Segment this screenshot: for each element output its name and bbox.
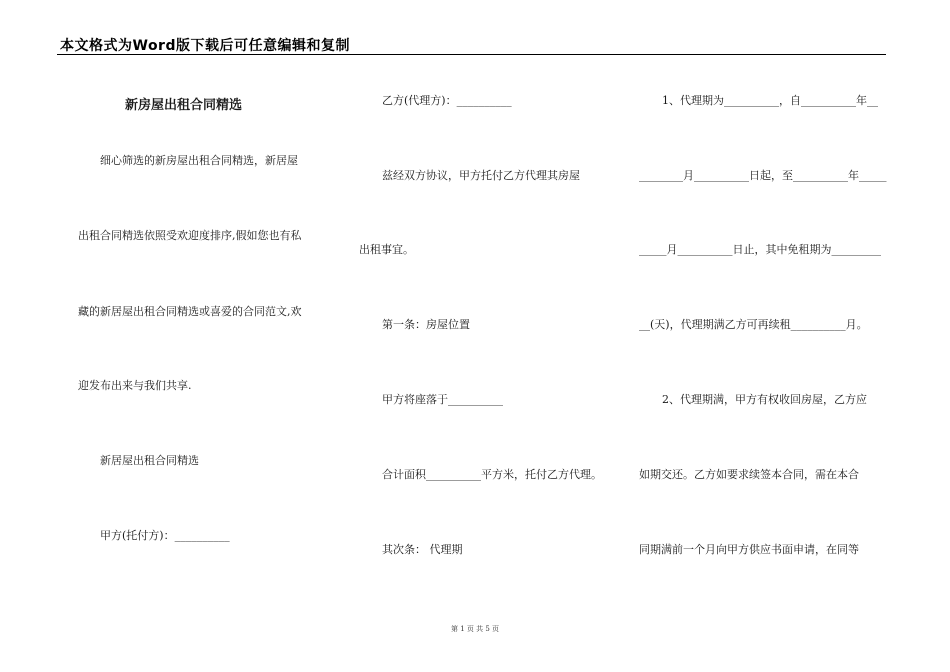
column2-line-2: 兹经双方协议，甲方托付乙方代理其房屋 — [382, 169, 580, 182]
page-column-3 — [630, 0, 890, 620]
page-column-2 — [345, 0, 620, 620]
column2-line-4: 第一条：房屋位置 — [382, 318, 470, 331]
page-number-footer: 第 1 页 共 5 页 — [450, 625, 500, 633]
column1-line-6: 甲方(托付方)：__________ — [100, 529, 230, 542]
column2-line-7: 其次条： 代理期 — [382, 543, 463, 556]
column1-line-2: 出租合同精选依照受欢迎度排序,假如您也有私 — [78, 229, 302, 242]
column2-line-6: 合计面积__________平方米，托付乙方代理。 — [382, 468, 602, 481]
column2-line-3: 出租事宜。 — [359, 243, 414, 256]
document-header-title: 本文格式为Word版下载后可任意编辑和复制 — [60, 38, 350, 54]
column3-line-7: 同期满前一个月向甲方供应书面申请，在同等 — [639, 543, 859, 556]
column3-line-2: ________月__________日起，至__________年_____ — [639, 169, 887, 182]
column2-line-5: 甲方将座落于__________ — [382, 393, 503, 406]
column3-line-3: _____月__________日止，其中免租期为_________ — [639, 243, 881, 256]
column3-line-1: 1、代理期为__________，自__________年__ — [662, 94, 878, 107]
document-heading: 新房屋出租合同精选 — [125, 98, 243, 113]
column3-line-6: 如期交还。乙方如要求续签本合同，需在本合 — [639, 468, 859, 481]
column1-line-5: 新居屋出租合同精选 — [100, 454, 199, 467]
column1-line-1: 细心筛选的新房屋出租合同精选，新居屋 — [100, 154, 298, 167]
column2-line-1: 乙方(代理方)：__________ — [382, 94, 512, 107]
column3-line-5: 2、代理期满，甲方有权收回房屋，乙方应 — [662, 393, 867, 406]
column1-line-3: 藏的新居屋出租合同精选或喜爱的合同范文,欢 — [78, 305, 302, 318]
column1-line-4: 迎发布出来与我们共享. — [78, 379, 192, 392]
column3-line-4: __(天)，代理期满乙方可再续租__________月。 — [639, 318, 868, 331]
page-column-1 — [60, 0, 330, 620]
